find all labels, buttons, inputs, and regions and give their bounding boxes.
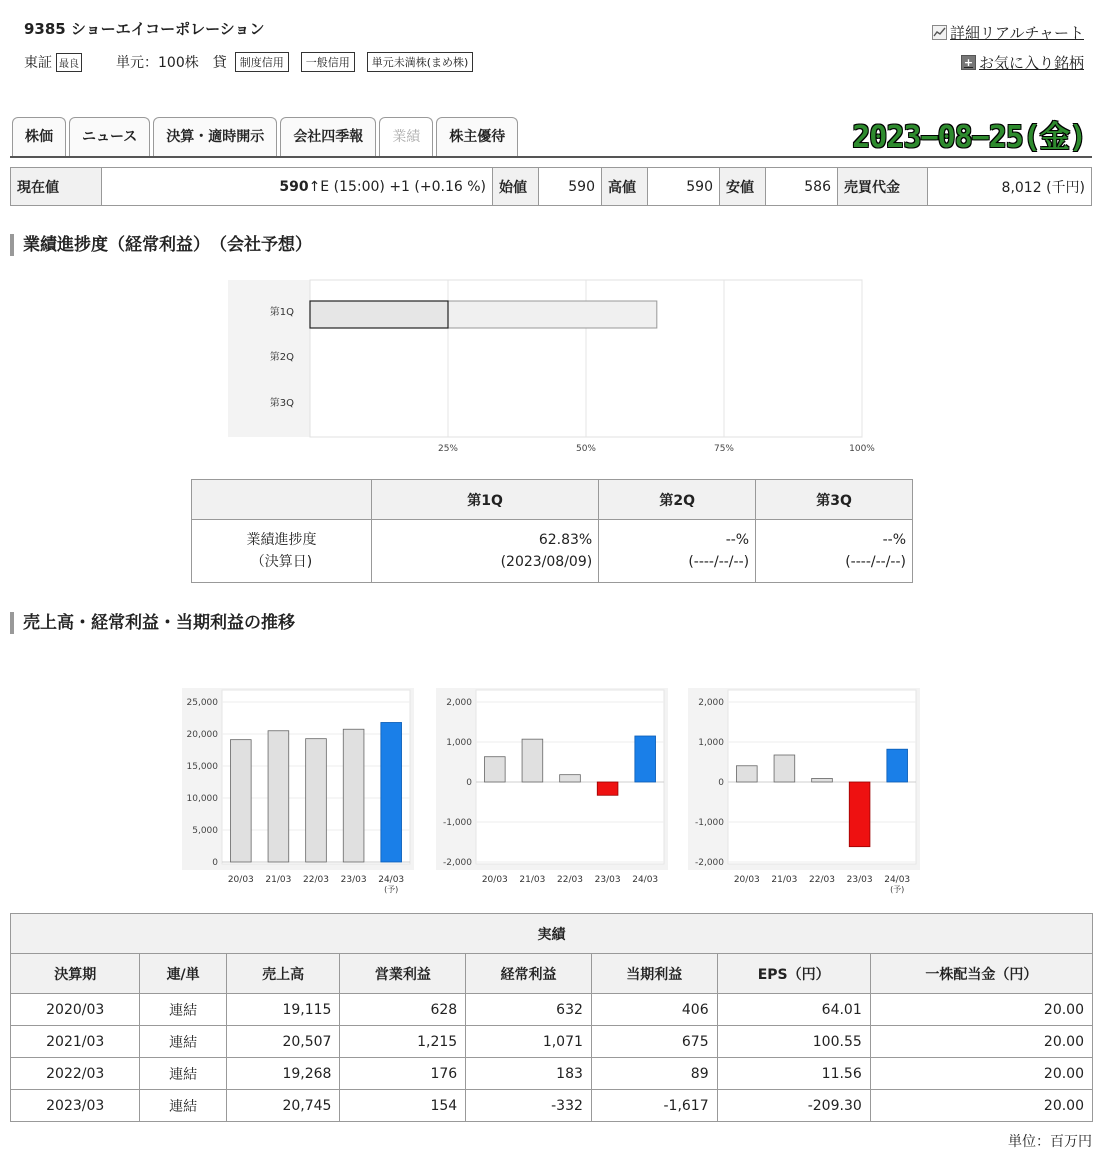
chart-forecast-note: (予) bbox=[890, 885, 905, 894]
results-header-7: 一株配当金（円） bbox=[870, 954, 1092, 994]
table-cell: 1,071 bbox=[466, 1026, 592, 1058]
progress-row-label-sub: （決算日) bbox=[250, 554, 313, 570]
progress-q1-date: (2023/08/09) bbox=[500, 554, 593, 570]
progress-header-q2: 第2Q bbox=[599, 480, 756, 520]
chart-bar bbox=[230, 740, 251, 862]
progress-header-q1: 第1Q bbox=[372, 480, 599, 520]
tag-odd-lot: 単元未満株(まめ株) bbox=[367, 52, 474, 72]
results-header-1: 連/単 bbox=[140, 954, 226, 994]
exchange-label: 東証 bbox=[24, 55, 52, 71]
chart-ytick-label: -1,000 bbox=[442, 818, 472, 828]
results-table bbox=[10, 913, 1093, 1122]
table-row bbox=[11, 1090, 1093, 1122]
progress-cell-q2 bbox=[599, 520, 756, 583]
table-cell: -332 bbox=[466, 1090, 592, 1122]
table-cell: 632 bbox=[466, 994, 592, 1026]
tab-stock-price[interactable]: 株価 bbox=[12, 117, 66, 157]
table-cell: 20.00 bbox=[870, 1026, 1092, 1058]
table-cell: 406 bbox=[591, 994, 717, 1026]
table-cell: 連結 bbox=[140, 1090, 226, 1122]
tab-shikiho[interactable]: 会社四季報 bbox=[280, 117, 376, 157]
chart-bar bbox=[268, 731, 289, 862]
table-row bbox=[11, 1026, 1093, 1058]
high-value: 590 bbox=[648, 168, 720, 205]
tab-shareholder-benefits[interactable]: 株主優待 bbox=[436, 117, 518, 157]
table-cell: 154 bbox=[340, 1090, 466, 1122]
tab-bar bbox=[12, 117, 521, 157]
chart-ytick-label: 0 bbox=[212, 858, 218, 868]
chart-bar bbox=[887, 749, 908, 782]
chart-ytick-label: 1,000 bbox=[698, 738, 724, 748]
turnover-label: 売買代金 bbox=[838, 168, 928, 205]
chart-ytick-label: 0 bbox=[718, 778, 724, 788]
low-label: 安値 bbox=[720, 168, 766, 205]
plus-icon: + bbox=[961, 55, 976, 70]
chart-xtick-label: 20/03 bbox=[227, 875, 254, 885]
chart-xtick-label: 23/03 bbox=[846, 875, 873, 885]
table-cell: 2020/03 bbox=[11, 994, 140, 1026]
table-cell: 1,215 bbox=[340, 1026, 466, 1058]
chart-ytick-label: -2,000 bbox=[694, 858, 724, 868]
table-cell: 2021/03 bbox=[11, 1026, 140, 1058]
chart-bar bbox=[812, 778, 833, 782]
results-header-4: 経常利益 bbox=[466, 954, 592, 994]
chart-icon bbox=[932, 25, 947, 40]
stock-title: 9385 ショーエイコーポレーション bbox=[24, 20, 265, 38]
favorite-label: お気に入り銘柄 bbox=[978, 54, 1084, 72]
progress-cell-q3 bbox=[756, 520, 913, 583]
chart-xtick-label: 20/03 bbox=[733, 875, 760, 885]
progress-q1-pct: 62.83% bbox=[538, 532, 593, 548]
net-profit-chart bbox=[684, 688, 920, 898]
chart-xtick-label: 24/03 bbox=[632, 875, 659, 885]
results-header-6: EPS（円） bbox=[717, 954, 870, 994]
results-header-2: 売上高 bbox=[226, 954, 340, 994]
ordinary-profit-chart bbox=[432, 688, 668, 898]
chart-ytick-label: 0 bbox=[466, 778, 472, 788]
tick-50: 50% bbox=[575, 444, 597, 454]
chart-bar bbox=[381, 722, 402, 862]
tab-news[interactable]: ニュース bbox=[69, 117, 150, 157]
trend-section-title: 売上高・経常利益・当期利益の推移 bbox=[10, 612, 295, 634]
high-label: 高値 bbox=[602, 168, 648, 205]
progress-section-title: 業績進捗度（経常利益） （会社予想） bbox=[10, 234, 312, 256]
table-cell: 20.00 bbox=[870, 1090, 1092, 1122]
chart-xtick-label: 23/03 bbox=[594, 875, 621, 885]
favorite-link[interactable] bbox=[961, 52, 1084, 73]
date-stamp: 2023−08−25(金) bbox=[852, 120, 1086, 155]
chart-bar bbox=[522, 739, 543, 782]
results-header-0: 決算期 bbox=[11, 954, 140, 994]
chart-xtick-label: 21/03 bbox=[265, 875, 292, 885]
tab-disclosure[interactable]: 決算・適時開示 bbox=[153, 117, 277, 157]
progress-chart bbox=[228, 280, 875, 460]
table-row bbox=[11, 1058, 1093, 1090]
chart-ytick-label: 15,000 bbox=[186, 762, 218, 772]
table-cell: -1,617 bbox=[591, 1090, 717, 1122]
turnover-value: 8,012 (千円) bbox=[1001, 179, 1085, 196]
chart-bar bbox=[774, 755, 795, 782]
chart-ytick-label: 20,000 bbox=[186, 730, 218, 740]
current-price-label: 現在値 bbox=[11, 168, 102, 205]
table-cell: 628 bbox=[340, 994, 466, 1026]
stock-meta-row bbox=[24, 52, 481, 72]
table-cell: 連結 bbox=[140, 994, 226, 1026]
open-value: 590 bbox=[539, 168, 602, 205]
q3-axis-label: 第3Q bbox=[269, 398, 294, 409]
table-cell: 20.00 bbox=[870, 994, 1092, 1026]
table-cell: -209.30 bbox=[717, 1090, 870, 1122]
chart-ytick-label: -2,000 bbox=[442, 858, 472, 868]
table-cell: 100.55 bbox=[717, 1026, 870, 1058]
chart-bar bbox=[484, 757, 505, 782]
tag-margin-system: 制度信用 bbox=[235, 52, 289, 72]
table-cell: 64.01 bbox=[717, 994, 870, 1026]
progress-row-label-main: 業績進捗度 bbox=[246, 532, 317, 548]
results-header-5: 当期利益 bbox=[591, 954, 717, 994]
table-cell: 2023/03 bbox=[11, 1090, 140, 1122]
tick-100: 100% bbox=[849, 444, 875, 454]
progress-q2-pct: --% bbox=[725, 532, 750, 548]
table-cell: 675 bbox=[591, 1026, 717, 1058]
table-cell: 20,507 bbox=[226, 1026, 340, 1058]
table-cell: 176 bbox=[340, 1058, 466, 1090]
chart-ytick-label: 10,000 bbox=[186, 794, 218, 804]
unit-label: 単元：100株 bbox=[116, 55, 199, 71]
table-row bbox=[11, 994, 1093, 1026]
progress-q3-date: (----/--/--) bbox=[845, 554, 906, 570]
q1-quarter-marker bbox=[310, 301, 448, 328]
q1-axis-label: 第1Q bbox=[269, 307, 294, 318]
progress-row-label bbox=[192, 520, 372, 583]
progress-table-corner bbox=[192, 480, 372, 520]
tick-75: 75% bbox=[713, 444, 735, 454]
unit-note: 単位：百万円 bbox=[1008, 1134, 1092, 1150]
chart-xtick-label: 22/03 bbox=[809, 875, 835, 885]
sales-chart bbox=[178, 688, 414, 898]
table-cell: 183 bbox=[466, 1058, 592, 1090]
chart-bar bbox=[849, 782, 870, 847]
chart-bar bbox=[597, 782, 618, 795]
chart-bar bbox=[343, 729, 364, 862]
progress-cell-q1 bbox=[372, 520, 599, 583]
table-cell: 20,745 bbox=[226, 1090, 340, 1122]
current-price-number: 590 bbox=[279, 178, 309, 195]
progress-table bbox=[191, 479, 913, 583]
chart-ytick-label: -1,000 bbox=[694, 818, 724, 828]
lend-label: 貸 bbox=[212, 55, 227, 71]
chart-ytick-label: 25,000 bbox=[186, 698, 218, 708]
chart-xtick-label: 21/03 bbox=[519, 875, 546, 885]
table-cell: 19,115 bbox=[226, 994, 340, 1026]
price-bar bbox=[10, 167, 1092, 206]
current-price-change: ↑E (15:00) +1 (+0.16 %) bbox=[308, 178, 486, 195]
chart-ytick-label: 2,000 bbox=[698, 698, 724, 708]
current-price-value bbox=[102, 168, 493, 205]
results-header-3: 営業利益 bbox=[340, 954, 466, 994]
chart-forecast-note: (予) bbox=[384, 885, 399, 894]
chart-ytick-label: 5,000 bbox=[192, 826, 218, 836]
chart-bar bbox=[306, 739, 327, 862]
tick-25: 25% bbox=[437, 444, 459, 454]
results-group-header: 実績 bbox=[11, 914, 1093, 954]
table-cell: 11.56 bbox=[717, 1058, 870, 1090]
table-cell: 2022/03 bbox=[11, 1058, 140, 1090]
table-cell: 連結 bbox=[140, 1058, 226, 1090]
chart-xtick-label: 24/03 bbox=[378, 875, 405, 885]
open-label: 始値 bbox=[493, 168, 539, 205]
results-header-row bbox=[11, 954, 1093, 994]
table-cell: 20.00 bbox=[870, 1058, 1092, 1090]
chart-xtick-label: 20/03 bbox=[481, 875, 508, 885]
progress-q3-pct: --% bbox=[882, 532, 906, 548]
chart-xtick-label: 22/03 bbox=[557, 875, 583, 885]
table-cell: 19,268 bbox=[226, 1058, 340, 1090]
chart-bar bbox=[635, 736, 656, 782]
tab-performance[interactable]: 業績 bbox=[379, 117, 433, 157]
chart-xtick-label: 22/03 bbox=[303, 875, 329, 885]
q2-axis-label: 第2Q bbox=[269, 352, 294, 363]
chart-ytick-label: 1,000 bbox=[446, 738, 472, 748]
realtime-chart-label: 詳細リアルチャート bbox=[950, 24, 1084, 42]
chart-xtick-label: 23/03 bbox=[340, 875, 367, 885]
chart-xtick-label: 21/03 bbox=[771, 875, 798, 885]
progress-q2-date: (----/--/--) bbox=[688, 554, 750, 570]
chart-ytick-label: 2,000 bbox=[446, 698, 472, 708]
exchange-badge: 最良 bbox=[56, 53, 82, 72]
low-value: 586 bbox=[766, 168, 838, 205]
table-cell: 連結 bbox=[140, 1026, 226, 1058]
chart-bar bbox=[736, 766, 757, 782]
realtime-chart-link[interactable] bbox=[932, 22, 1084, 43]
chart-bar bbox=[560, 775, 581, 782]
progress-header-q3: 第3Q bbox=[756, 480, 913, 520]
tab-divider bbox=[10, 156, 1092, 158]
tag-margin-general: 一般信用 bbox=[301, 52, 355, 72]
table-cell: 89 bbox=[591, 1058, 717, 1090]
chart-xtick-label: 24/03 bbox=[884, 875, 911, 885]
